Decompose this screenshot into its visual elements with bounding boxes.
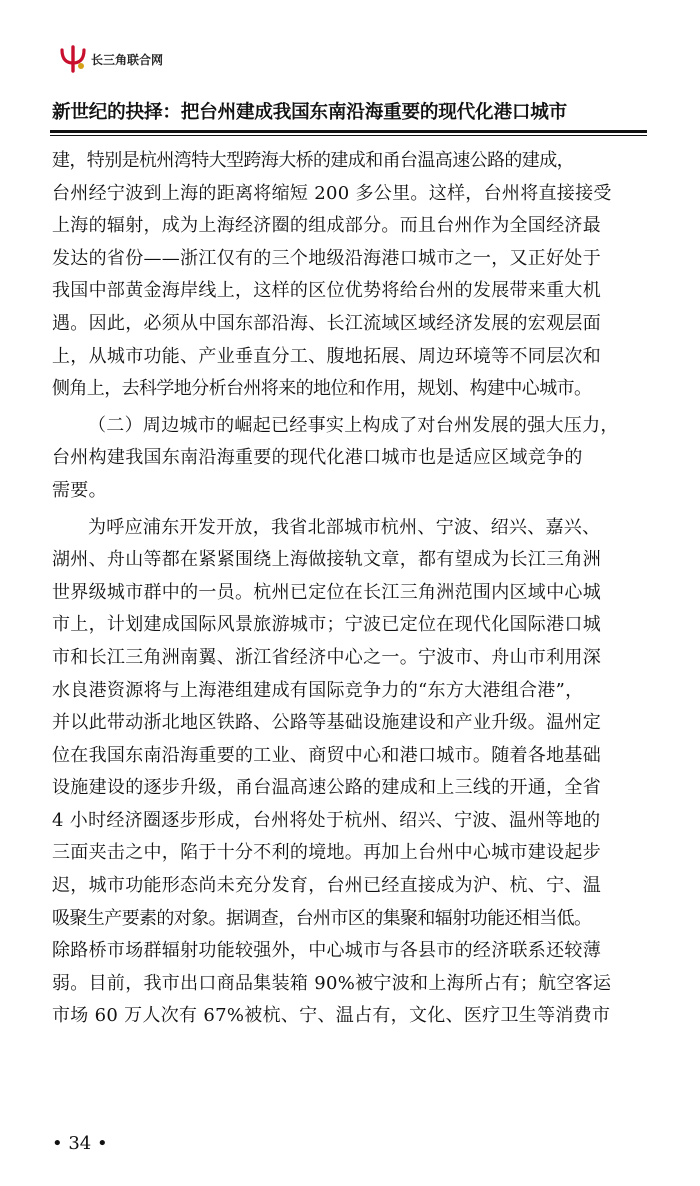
text-line: 除路桥市场群辐射功能较强外，中心城市与各县市的经济联系还较薄	[52, 940, 601, 962]
text-line: （二）周边城市的崛起已经事实上构成了对台州发展的强大压力，	[88, 414, 619, 436]
text-line: 遇。因此，必须从中国东部沿海、长江流域区域经济发展的宏观层面	[52, 312, 601, 334]
text-line: 4 小时经济圈逐步形成，台州将处于杭州、绍兴、宁波、温州等地的	[52, 809, 601, 831]
text-line: 市和长江三角洲南翼、浙江省经济中心之一。宁波市、舟山市利用深	[52, 646, 601, 668]
psi-logo-icon	[58, 44, 88, 74]
text-line: 世界级城市群中的一员。杭州已定位在长江三角洲范围内区域中心城	[52, 581, 601, 603]
text-line: 市场 60 万人次有 67%被杭、宁、温占有，文化、医疗卫生等消费市	[52, 1005, 611, 1027]
text-line: 我国中部黄金海岸线上，这样的区位优势将给台州的发展带来重大机	[52, 280, 601, 302]
text-line: 迟，城市功能形态尚未充分发育，台州已经直接成为沪、杭、宁、温	[52, 875, 601, 897]
text-line: 位在我国东南沿海重要的工业、商贸中心和港口城市。随着各地基础	[52, 744, 601, 766]
text-line: 设施建设的逐步升级，甬台温高速公路的建成和上三线的开通，全省	[52, 777, 601, 799]
text-line: 上，从城市功能、产业垂直分工、腹地拓展、周边环境等不同层次和	[52, 345, 601, 367]
text-line: 台州构建我国东南沿海重要的现代化港口城市也是适应区域竞争的	[52, 447, 583, 469]
text-line: 弱。目前，我市出口商品集装箱 90%被宁波和上海所占有；航空客运	[52, 972, 612, 994]
text-line: 湖州、舟山等都在紧紧围绕上海做接轨文章，都有望成为长江三角洲	[52, 549, 601, 571]
text-line: 水良港资源将与上海港组建成有国际竞争力的“东方大港组合港”，	[52, 679, 584, 701]
text-line: 为呼应浦东开发开放，我省北部城市杭州、宁波、绍兴、嘉兴、	[88, 516, 601, 538]
text-line: 侧角上，去科学地分析台州将来的地位和作用，规划、构建中心城市。	[52, 378, 592, 400]
text-line: 上海的辐射，成为上海经济圈的组成部分。而且台州作为全国经济最	[52, 215, 601, 237]
body-text	[52, 145, 652, 1033]
text-line: 台州经宁波到上海的距离将缩短 200 多公里。这样，台州将直接接受	[52, 182, 612, 204]
page-number: • 34 •	[52, 1133, 108, 1154]
text-line: 需要。	[52, 479, 107, 501]
header-rule-thick	[50, 130, 647, 133]
text-line: 建，特别是杭州湾特大型跨海大桥的建成和甬台温高速公路的建成，	[52, 150, 574, 171]
paragraph-3	[52, 512, 652, 1034]
text-line: 三面夹击之中，陷于十分不利的境地。再加上台州中心城市建设起步	[52, 842, 601, 864]
text-line: 发达的省份——浙江仅有的三个地级沿海港口城市之一，又正好处于	[52, 247, 601, 269]
running-header-title: 新世纪的抉择：把台州建成我国东南沿海重要的现代化港口城市	[52, 102, 568, 123]
paragraph-1	[52, 145, 652, 406]
text-line: 吸聚生产要素的对象。据调查，台州市区的集聚和辐射功能还相当低。	[52, 907, 592, 929]
logo-text: 长三角联合网	[91, 52, 164, 67]
text-line: 并以此带动浙北地区铁路、公路等基础设施建设和产业升级。温州定	[52, 712, 601, 734]
text-line: 市上，计划建成国际风景旅游城市；宁波已定位在现代化国际港口城	[52, 614, 601, 636]
paragraph-2-section-heading	[52, 410, 652, 508]
header-rule-thin	[50, 135, 647, 136]
site-logo[interactable]	[58, 44, 163, 74]
